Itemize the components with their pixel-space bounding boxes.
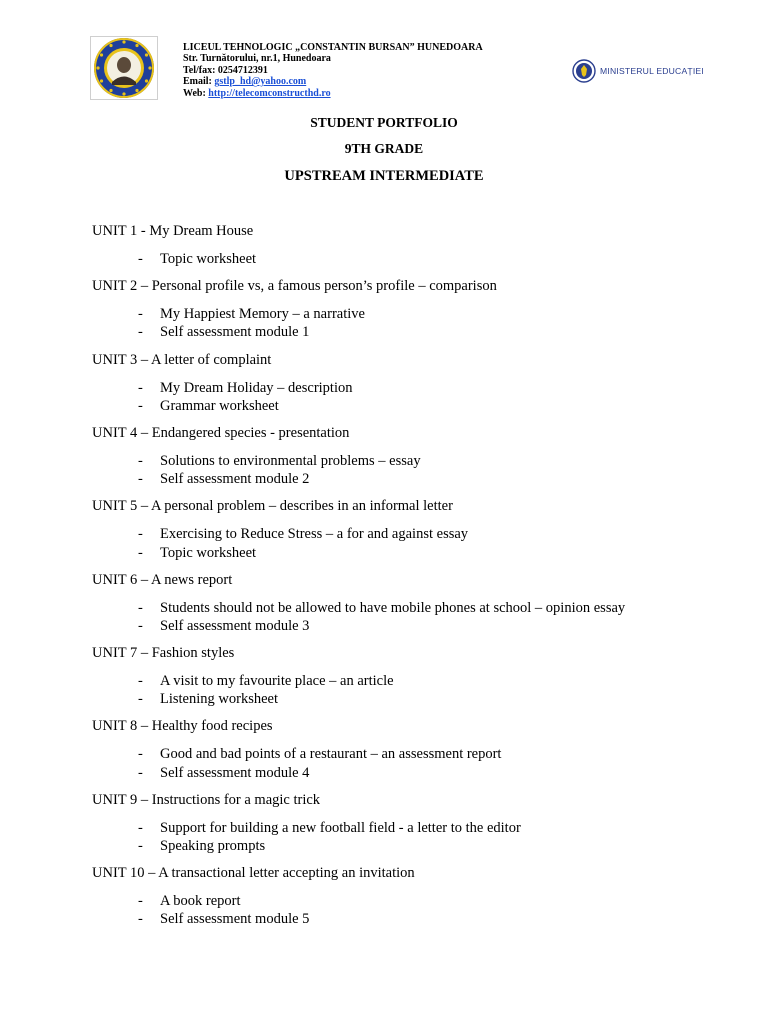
unit-items (92, 525, 732, 561)
email-link[interactable]: gstlp_hd@yahoo.com (214, 76, 307, 88)
unit-10 (92, 864, 732, 928)
list-item: - A book report (92, 892, 732, 910)
unit-title: UNIT 2 – Personal profile vs, a famous person’s profile – comparison (92, 278, 497, 295)
unit-title: UNIT 9 – Instructions for a magic trick (92, 791, 321, 808)
list-item: - Topic worksheet (92, 250, 732, 268)
email-label: Email: (183, 76, 212, 88)
unit-title: UNIT 3 – A letter of complaint (92, 351, 272, 368)
unit-items (92, 452, 732, 488)
unit-items (92, 745, 732, 781)
unit-title: UNIT 6 – A news report (92, 571, 233, 588)
letterhead (90, 36, 720, 102)
list-item: - Listening worksheet (92, 690, 732, 708)
web-link[interactable]: http://telecomconstructhd.ro (208, 87, 331, 99)
school-logo-icon (93, 37, 155, 99)
unit-5 (92, 497, 732, 561)
list-item: - Self assessment module 4 (92, 764, 732, 782)
unit-title: UNIT 8 – Healthy food recipes (92, 718, 273, 735)
unit-3 (92, 351, 732, 415)
school-logo (90, 36, 158, 100)
school-name: LICEUL TEHNOLOGIC „CONSTANTIN BURSAN” HUNEDOARA (183, 42, 483, 53)
web-label: Web: (183, 87, 206, 99)
unit-items (92, 379, 732, 415)
list-item: - Self assessment module 3 (92, 617, 732, 635)
unit-list (92, 222, 732, 938)
document-titles (0, 114, 768, 185)
unit-items (92, 599, 732, 635)
unit-items (92, 892, 732, 928)
list-item: - Exercising to Reduce Stress – a for and against essay (92, 525, 732, 543)
unit-title: UNIT 7 – Fashion styles (92, 645, 235, 662)
unit-items (92, 819, 732, 855)
unit-7 (92, 644, 732, 708)
school-telfax: Tel/fax: 0254712391 (183, 64, 268, 76)
unit-items (92, 305, 732, 341)
unit-1 (92, 222, 732, 268)
email-row (183, 76, 483, 87)
ministry-name: MINISTERUL EDUCAȚIEI (600, 66, 704, 76)
unit-6 (92, 571, 732, 635)
unit-9 (92, 791, 732, 855)
unit-4 (92, 424, 732, 488)
list-item: - Self assessment module 5 (92, 910, 732, 928)
list-item: - Support for building a new football field - a letter to the editor (92, 819, 732, 837)
school-address: Str. Turnătorului, nr.1, Hunedoara (183, 53, 331, 65)
list-item: - Speaking prompts (92, 837, 732, 855)
unit-title: UNIT 10 – A transactional letter accepting an invitation (92, 865, 415, 882)
unit-8 (92, 717, 732, 781)
web-row (183, 88, 483, 99)
list-item: - My Happiest Memory – a narrative (92, 305, 732, 323)
unit-items (92, 672, 732, 708)
title-course: UPSTREAM INTERMEDIATE (284, 168, 484, 184)
title-student-portfolio: STUDENT PORTFOLIO (310, 115, 458, 130)
list-item: - Topic worksheet (92, 544, 732, 562)
title-grade: 9TH GRADE (344, 141, 424, 156)
unit-items (92, 250, 732, 268)
list-item: - Grammar worksheet (92, 397, 732, 415)
list-item: - Good and bad points of a restaurant – an assessment report (92, 745, 732, 763)
unit-title: UNIT 5 – A personal problem – describes in an informal letter (92, 498, 453, 515)
list-item: - Self assessment module 1 (92, 323, 732, 341)
list-item: - My Dream Holiday – description (92, 379, 732, 397)
ministry-crest-icon (572, 59, 596, 83)
unit-2 (92, 277, 732, 341)
unit-title: UNIT 4 – Endangered species - presentation (92, 424, 350, 441)
unit-title: UNIT 1 - My Dream House (92, 223, 254, 239)
ministry-logo (572, 59, 704, 83)
list-item: - A visit to my favourite place – an article (92, 672, 732, 690)
school-contact-info (183, 42, 483, 99)
list-item: - Solutions to environmental problems – essay (92, 452, 732, 470)
list-item: - Self assessment module 2 (92, 470, 732, 488)
list-item: - Students should not be allowed to have mobile phones at school – opinion essay (92, 599, 732, 617)
